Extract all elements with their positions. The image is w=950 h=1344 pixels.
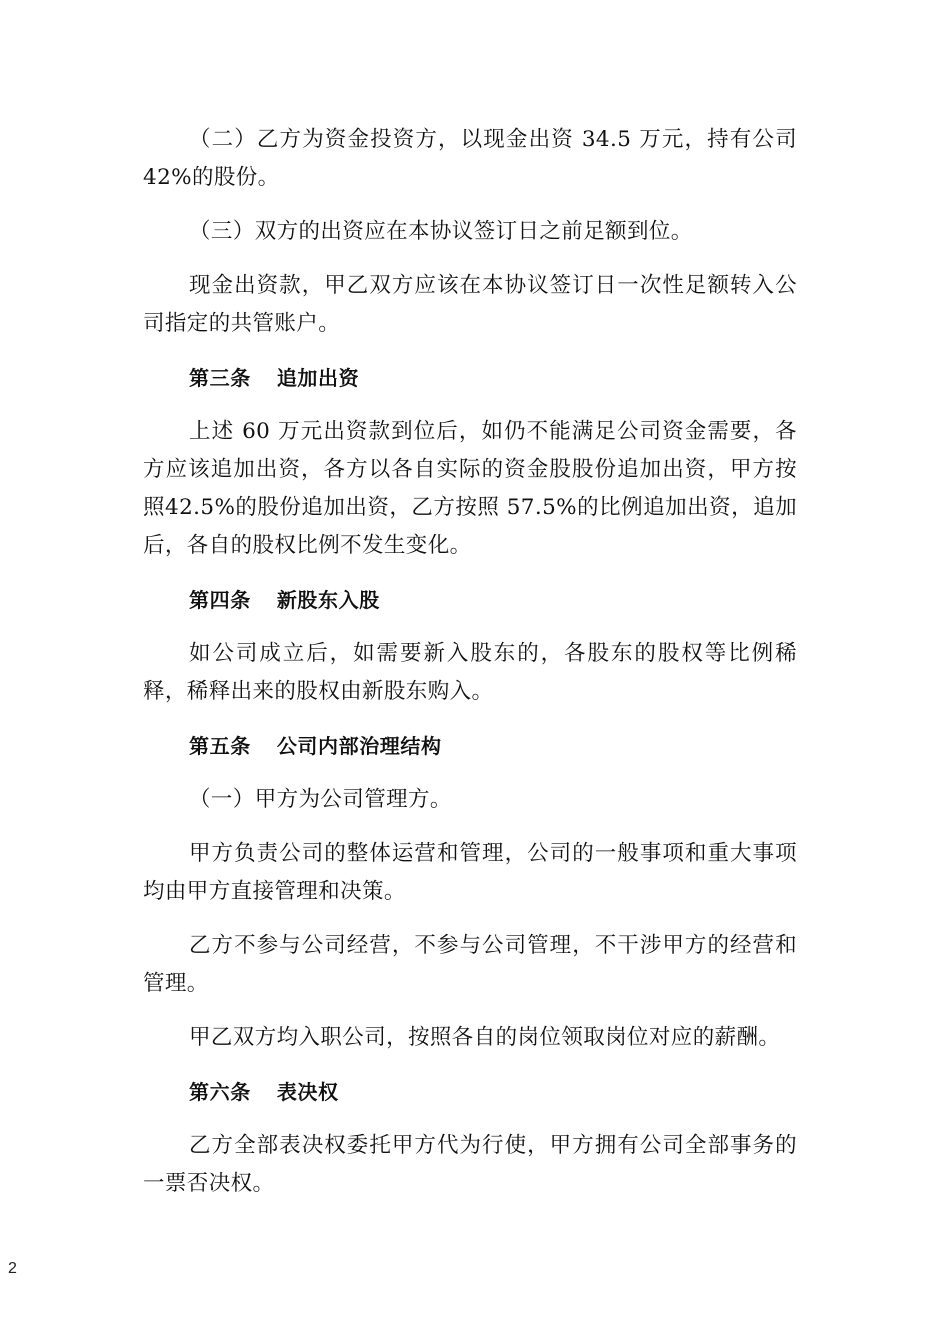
section-title: 表决权 [276,1080,339,1104]
section-4-body: 如公司成立后，如需要新入股东的，各股东的股权等比例稀释，稀释出来的股权由新股东购入。 [143,641,797,704]
section-3-body: 上述 60 万元出资款到位后，如仍不能满足公司资金需要，各方应该追加出资，各方以各自实际的资金股股份追加出资，甲方按照42.5%的股份追加出资，乙方按照 57.5%的比例追加出资，追加后，各自的股权比例不发生变化。 [143,419,797,558]
section-5-item: 甲乙双方均入职公司，按照各自的岗位领取岗位对应的薪酬。 [189,1025,781,1050]
section-heading-5 [143,727,797,765]
paragraph-capital-investor: （二）乙方为资金投资方，以现金出资 34.5 万元，持有公司 42%的股份。 [143,127,797,190]
section-title: 追加出资 [276,366,360,390]
section-5-item: 甲方负责公司的整体运营和管理，公司的一般事项和重大事项均由甲方直接管理和决策。 [143,841,797,904]
document-body [143,121,797,1219]
section-5-item: （一）甲方为公司管理方。 [189,787,452,812]
section-5-item: 乙方不参与公司经营，不参与公司管理，不干涉甲方的经营和管理。 [143,933,797,996]
section-number: 第四条 [189,588,251,612]
paragraph-capital-deadline: （三）双方的出资应在本协议签订日之前足额到位。 [189,219,693,244]
section-heading-4 [143,581,797,619]
section-6-body: 乙方全部表决权委托甲方代为行使，甲方拥有公司全部事务的一票否决权。 [143,1133,797,1196]
section-title: 新股东入股 [276,588,380,612]
section-number: 第六条 [189,1080,251,1104]
paragraph-joint-account: 现金出资款，甲乙双方应该在本协议签订日一次性足额转入公司指定的共管账户。 [143,273,797,336]
section-number: 第三条 [189,366,251,390]
section-title: 公司内部治理结构 [276,734,442,758]
section-heading-3 [143,359,797,397]
section-heading-6 [143,1073,797,1111]
page-number: 2 [8,1260,17,1277]
section-number: 第五条 [189,734,251,758]
